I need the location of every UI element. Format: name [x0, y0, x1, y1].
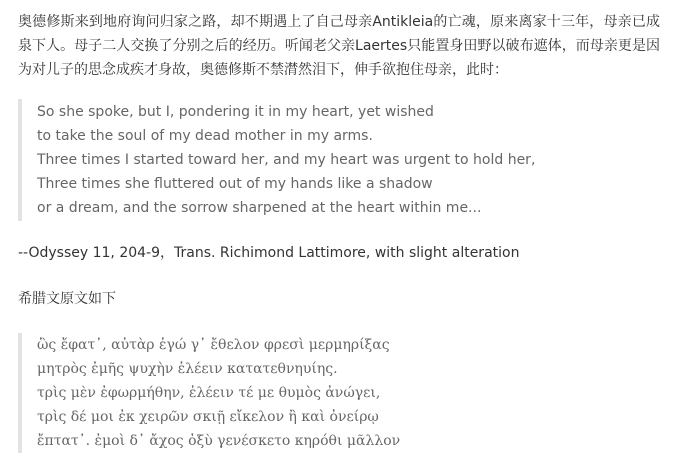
quote-line: So she spoke, but I, pondering it in my heart, yet wished — [37, 104, 434, 120]
greek-line: ὣς ἔφατ᾽, αὐτὰρ ἐγώ γ᾽ ἔθελον φρεσὶ μερμηρίξας — [37, 337, 390, 353]
greek-blockquote — [18, 333, 660, 453]
greek-heading: 希腊文原文如下 — [18, 291, 116, 307]
greek-line: τρὶς μὲν ἐφωρμήθην, ἑλέειν τέ με θυμὸς ἀνώγει, — [37, 385, 381, 401]
quote-line: Three times she fluttered out of my hands like a shadow — [37, 176, 433, 192]
article-body — [18, 10, 660, 453]
citation: --Odyssey 11, 204-9，Trans. Richimond Lattimore, with slight alteration — [18, 245, 520, 261]
quote-line: to take the soul of my dead mother in my arms. — [37, 128, 373, 144]
greek-line: μητρὸς ἐμῆς ψυχὴν ἑλέειν κατατεθνηυίης. — [37, 361, 338, 377]
english-blockquote — [18, 99, 660, 221]
intro-paragraph: 奥德修斯来到地府询问归家之路，却不期遇上了自己母亲Antikleia的亡魂，原来离家十三年，母亲已成泉下人。母子二人交换了分别之后的经历。听闻老父亲Laertes只能置身田野以破布遮体，而母亲更是因为对儿子的思念成疾才身故，奥德修斯不禁潸然泪下，伸手欲抱住母亲，此时： — [18, 14, 660, 78]
greek-line: τρὶς δέ μοι ἐκ χειρῶν σκιῇ εἴκελον ἢ καὶ ὀνείρῳ — [37, 409, 379, 425]
quote-line: Three times I started toward her, and my heart was urgent to hold her, — [37, 152, 536, 168]
quote-line: or a dream, and the sorrow sharpened at the heart within me... — [37, 200, 482, 216]
greek-line: ἔπτατ᾽. ἐμοὶ δ᾽ ἄχος ὀξὺ γενέσκετο κηρόθι μᾶλλον — [37, 433, 401, 449]
